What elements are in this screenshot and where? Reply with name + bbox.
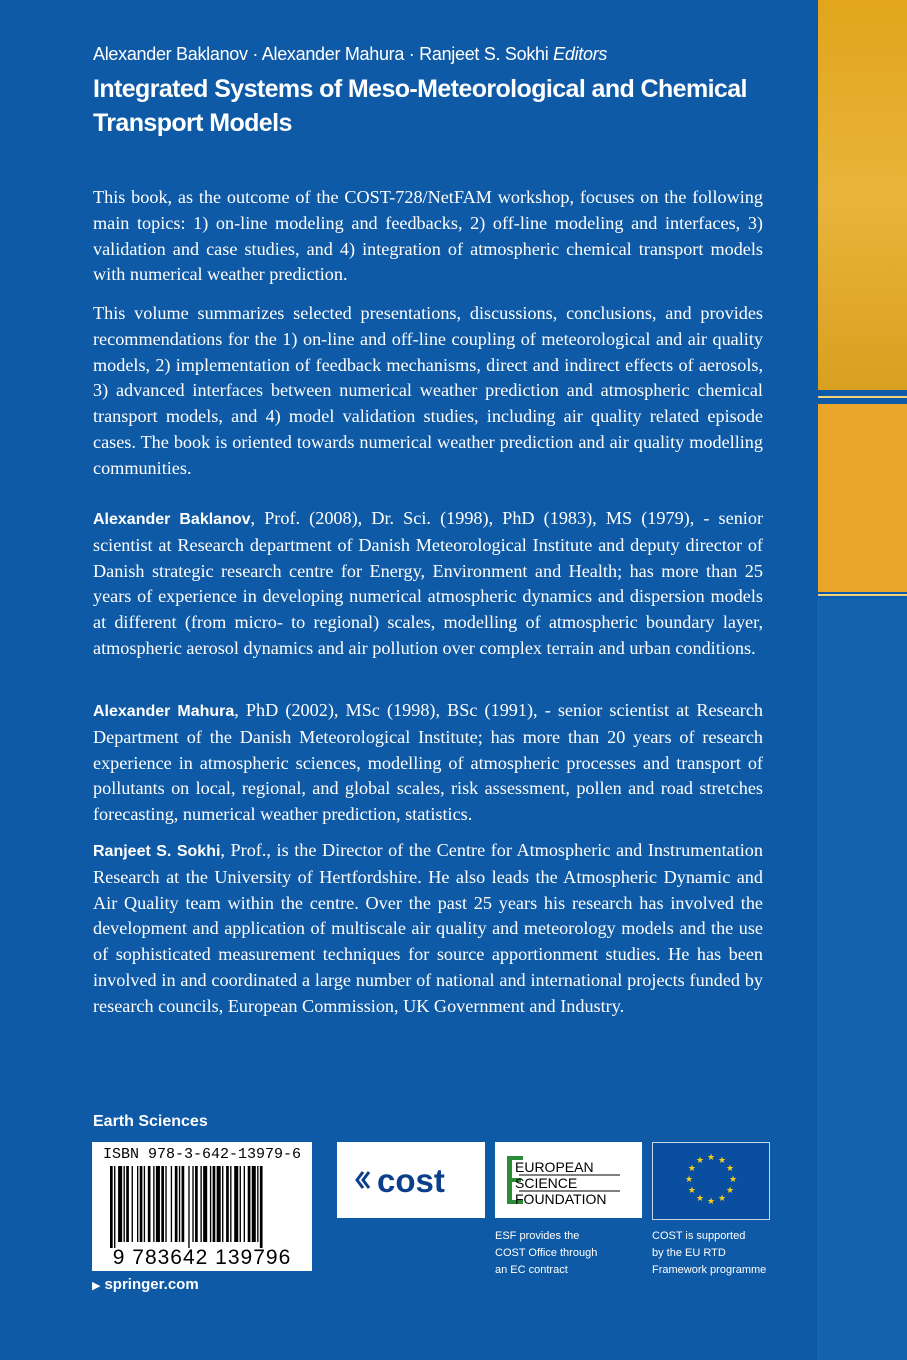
barcode-bar — [200, 1166, 201, 1242]
star-icon: ★ — [684, 1174, 694, 1184]
barcode-bar — [179, 1166, 180, 1242]
strip-divider — [818, 594, 907, 596]
barcode-bar — [137, 1166, 138, 1242]
esf-logo-mark — [495, 1142, 642, 1218]
barcode-bar — [230, 1166, 231, 1242]
barcode-bar — [148, 1166, 151, 1242]
caption-line: COST Office through — [495, 1247, 598, 1259]
barcode-bar — [182, 1166, 185, 1242]
strip-gold-top — [818, 0, 907, 390]
barcode-bar — [240, 1166, 241, 1242]
barcode-bar — [213, 1166, 216, 1242]
barcode-bar — [153, 1166, 154, 1242]
arrow-right-icon: ▶ — [92, 1280, 101, 1292]
barcode-bar — [210, 1166, 211, 1242]
star-icon: ★ — [695, 1154, 705, 1165]
summary-paragraph: This volume summarizes selected presentations, discussions, conclusions, and provides recommendations for the 1) on-line and off-line coupling of meteorological and air quality models, 2) implementation of feedback mechanisms, direct and indirect effects of aerosols, 3) advanced interfaces between numerical weather prediction and atmospheric chemical transport models, and 4) model validation studies, including air quality related episode cases. The book is oriented towards numerical weather prediction and air quality modelling communities. — [93, 303, 763, 478]
barcode-bar — [161, 1166, 164, 1242]
star-icon: ★ — [728, 1174, 738, 1184]
barcode-bar — [188, 1166, 189, 1248]
star-icon: ★ — [687, 1163, 696, 1173]
strip-divider — [818, 396, 907, 398]
barcode-bar — [260, 1166, 263, 1248]
esf-line-2: SCIENCE — [515, 1175, 578, 1191]
caption-line: by the EU RTD — [652, 1247, 726, 1259]
cost-logo — [337, 1142, 485, 1218]
barcode-bar — [132, 1166, 133, 1242]
barcode-bar — [175, 1166, 178, 1242]
book-title: Integrated Systems of Meso-Meteorological and Chemical Transport Models — [93, 75, 747, 137]
star-icon: ★ — [706, 1152, 716, 1162]
bio-text: , PhD (2002), MSc (1998), BSc (1991), - senior scientist at Research Department of the Danish Meteorological Institute; has more than 20 years of research experience in atmospheric sciences, modelling of atmospheric processes and transport of pollutants on local, regional, and global scales, risk assessment, pollen and road stretches forecasting, numerical weather prediction, statistics. — [93, 700, 763, 825]
cost-logo-mark — [337, 1142, 485, 1218]
editors-role: Editors — [553, 44, 608, 64]
caption-line: COST is supported — [652, 1230, 746, 1242]
barcode-bar — [252, 1166, 256, 1242]
star-icon: ★ — [706, 1196, 716, 1206]
publisher-website[interactable] — [92, 1276, 199, 1293]
barcode-bar — [257, 1166, 258, 1242]
bio-name: Alexander Baklanov — [93, 511, 251, 528]
editor-bio-baklanov — [93, 506, 763, 662]
caption-line: ESF provides the — [495, 1230, 580, 1242]
star-icon: ★ — [695, 1193, 705, 1204]
bio-text: , Prof., is the Director of the Centre for Atmospheric and Instrumentation Research at the University of Hertfordshire. He also leads the Atmospheric Dynamic and Air Quality team within the centre. Over the past 25 years his research has involved the development and application of multiscale air quality and meteorology models and the use of sophisticated measurement techniques for source apportionment studies. He has been involved in and coordinated a large number of national and international projects funded by research councils, European Commission, UK Government and Industry. — [93, 840, 763, 1016]
barcode-bar — [126, 1166, 129, 1242]
barcode-bar — [144, 1166, 145, 1242]
barcode-bar — [110, 1166, 113, 1248]
website-text: springer.com — [104, 1276, 199, 1293]
cost-logo-text: cost — [377, 1162, 445, 1199]
barcode-bar — [156, 1166, 160, 1242]
bio-text: , Prof. (2008), Dr. Sci. (1998), PhD (1983), MS (1979), - senior scientist at Research department of Danish Meteorological Institute and deputy director of Danish strategic research centre for Energy, Environment and Health; has more than 25 years of experience in developing numerical atmospheric dynamics and dispersion models at different (from micro- to regional) scales, modelling of atmospheric boundary layer, atmospheric aerosol dynamics and air pollution over complex terrain and urban conditions. — [93, 508, 764, 658]
barcode-bar — [234, 1166, 238, 1242]
bio-name: Ranjeet S. Sokhi — [93, 843, 221, 860]
eu-stars-icon — [653, 1143, 769, 1219]
subject-category: Earth Sciences — [93, 1113, 208, 1130]
barcode-bar — [124, 1166, 125, 1242]
barcode-bar — [171, 1166, 172, 1242]
isbn-barcode — [92, 1142, 312, 1271]
barcode-bar — [140, 1166, 143, 1242]
caption-line: an EC contract — [495, 1264, 568, 1276]
eu-flag — [652, 1142, 770, 1220]
star-icon: ★ — [726, 1163, 735, 1173]
barcode-bar — [192, 1166, 193, 1242]
editor-names: Alexander Baklanov · Alexander Mahura · Ranjeet S. Sokhi — [93, 44, 549, 64]
esf-logo — [495, 1142, 642, 1218]
barcode-bar — [203, 1166, 207, 1242]
caption-line: Framework programme — [652, 1264, 767, 1276]
strip-gold-middle — [818, 404, 907, 592]
barcode-bar — [114, 1166, 115, 1248]
esf-line-1: EUROPEAN — [515, 1159, 594, 1175]
esf-caption — [495, 1228, 635, 1279]
isbn-number: ISBN 978-3-642-13979-6 — [102, 1146, 302, 1163]
barcode-bar — [222, 1166, 223, 1242]
ean-digits: 9 783642 139796 — [112, 1246, 292, 1269]
esf-line-3: FOUNDATION — [515, 1191, 607, 1207]
barcode-bar — [217, 1166, 221, 1242]
strip-blue-bottom — [818, 598, 907, 1360]
barcode-bar — [165, 1166, 166, 1242]
editor-bio-mahura — [93, 698, 763, 828]
barcode-bar — [226, 1166, 229, 1242]
barcode-bar — [248, 1166, 251, 1242]
barcode-bar — [118, 1166, 122, 1242]
star-icon: ★ — [717, 1154, 727, 1165]
barcode-bars — [106, 1166, 298, 1248]
eu-caption — [652, 1228, 792, 1279]
star-icon: ★ — [717, 1193, 727, 1204]
editor-bio-sokhi — [93, 838, 763, 1020]
star-icon: ★ — [687, 1185, 696, 1195]
barcode-bar — [244, 1166, 245, 1242]
star-icon: ★ — [726, 1185, 735, 1195]
decorative-side-strip — [818, 0, 907, 1360]
bio-name: Alexander Mahura — [93, 703, 235, 720]
barcode-bar — [195, 1166, 198, 1242]
summary-paragraph: This book, as the outcome of the COST-728/NetFAM workshop, focuses on the following main topics: 1) on-line modeling and feedbacks, 2) off-line modeling and interfaces, 3) validation and case studies, and 4) integration of atmospheric chemical transport models with numerical weather prediction. — [93, 187, 763, 285]
editors-line — [93, 44, 793, 65]
